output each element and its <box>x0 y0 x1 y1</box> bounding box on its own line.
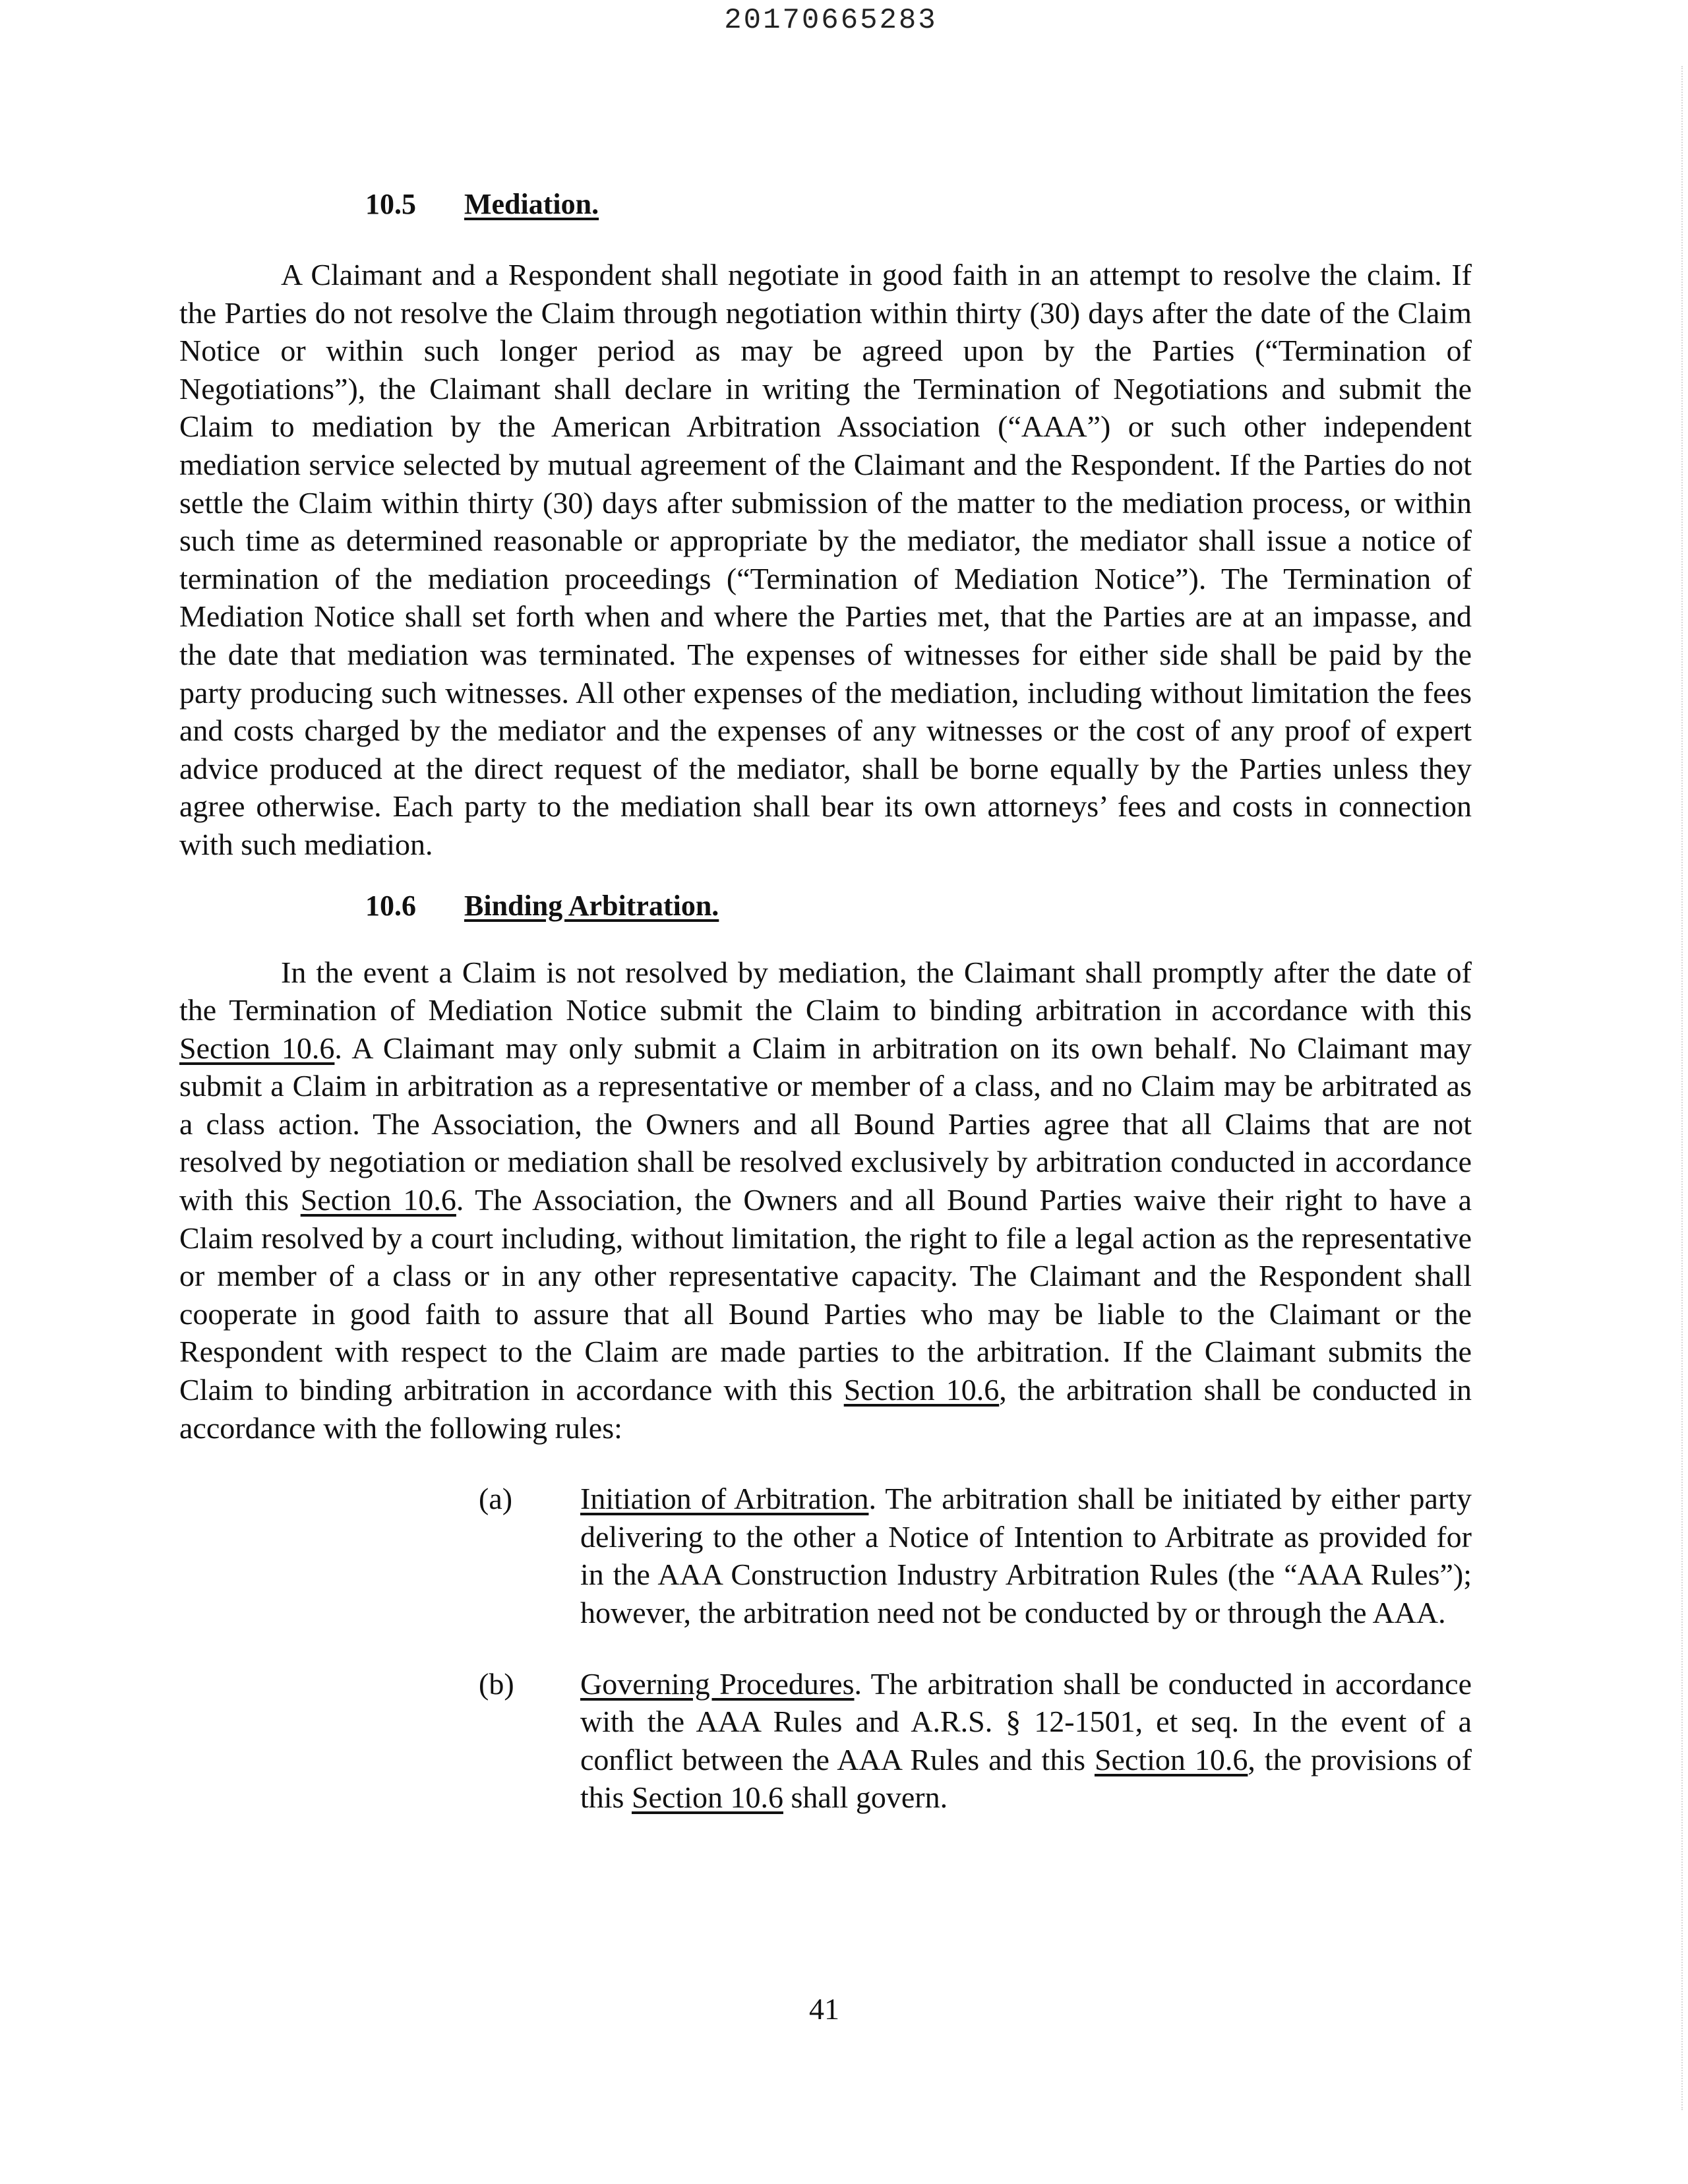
section-title: Binding Arbitration. <box>464 889 719 922</box>
page-number: 41 <box>809 1992 839 2026</box>
section-number: 10.5 <box>365 188 416 220</box>
item-text: . The arbitration shall be initiated by either party delivering to the other a Notice of Intention to Arbitrate as provided for in the AAA Construction Industry Arbitration Rules (the “AAA Rules”); however, the arbitration need not be conducted by or through the AAA. <box>580 1482 1472 1629</box>
paragraph-text: , the arbitration shall be conducted in accordance with the following rules: <box>179 1373 1472 1445</box>
item-label: (b) <box>479 1666 514 1701</box>
item-title: Initiation of Arbitration <box>580 1482 869 1516</box>
item-text: . The arbitration shall be conducted in accordance with the AAA Rules and A.R.S. § 12-1501, et seq. In the event of a conflict between the AAA Rules and this <box>580 1666 1472 1776</box>
section-heading-arbitration <box>179 880 1472 932</box>
page-content <box>179 178 1472 1817</box>
item-label: (a) <box>479 1482 513 1516</box>
document-number: 20170665283 <box>724 4 938 37</box>
mediation-paragraph: A Claimant and a Respondent shall negotiate in good faith in an attempt to resolve the claim. If the Parties do not resolve the Claim through negotiation within thirty (30) days after the date of the Claim Notice or within such longer period as may be agreed upon by the Parties (“Termination of Negotiations”), the Claimant shall declare in writing the Termination of Negotiations and submit the Claim to mediation by the American Arbitration Association (“AAA”) or such other independent mediation service selected by mutual agreement of the Claimant and the Respondent. If the Parties do not settle the Claim within thirty (30) days after submission of the matter to the mediation process, or within such time as determined reasonable or appropriate by the mediator, the mediator shall issue a notice of termination of the mediation proceedings (“Termination of Mediation Notice”). The Termination of Mediation Notice shall set forth when and where the Parties met, that the Parties are at an impasse, and the date that mediation was terminated. The expenses of witnesses for either side shall be paid by the party producing such witnesses. All other expenses of the mediation, including without limitation the fees and costs charged by the mediator and the expenses of any witnesses or the cost of any proof of expert advice produced at the direct request of the mediator, shall be borne equally by the Parties unless they agree otherwise. Each party to the mediation shall bear its own attorneys’ fees and costs in connection with such mediation. <box>179 258 1472 861</box>
section-reference: Section 10.6 <box>179 1031 335 1065</box>
item-title: Governing Procedures <box>580 1666 855 1701</box>
section-reference: Section 10.6 <box>843 1373 1000 1407</box>
section-reference: Section 10.6 <box>1094 1742 1248 1776</box>
section-heading-mediation <box>179 178 1472 231</box>
item-text: , the provisions of this <box>580 1742 1472 1815</box>
scan-edge-marks <box>1679 66 1683 2110</box>
arbitration-paragraph <box>179 954 1472 1447</box>
section-number: 10.6 <box>365 889 416 922</box>
paragraph-text: In the event a Claim is not resolved by mediation, the Claimant shall promptly after the date of the Termination of Mediation Notice submit the Claim to binding arbitration in accordance with this <box>179 955 1472 1027</box>
paragraph-text: . A Claimant may only submit a Claim in arbitration on its own behalf. No Claimant may submit a Claim in arbitration as a representative or member of a class, and no Claim may be arbitrated as a class action. The Association, the Owners and all Bound Parties agree that all Claims that are not resolved by negotiation or mediation shall be resolved exclusively by arbitration conducted in accordance with this <box>179 1031 1472 1217</box>
rule-item-b <box>479 1665 1472 1817</box>
section-reference: Section 10.6 <box>300 1183 456 1217</box>
rule-item-a <box>479 1480 1472 1631</box>
section-reference: Section 10.6 <box>631 1780 783 1815</box>
paragraph-text: . The Association, the Owners and all Bound Parties waive their right to have a Claim resolved by a court including, without limitation, the right to file a legal action as the representative or member of a class or in any other representative capacity. The Claimant and the Respondent shall cooperate in good faith to assure that all Bound Parties who may be liable to the Claimant or the Respondent with respect to the Claim are made parties to the arbitration. If the Claimant submits the Claim to binding arbitration in accordance with this <box>179 1183 1472 1407</box>
section-title: Mediation. <box>464 188 599 220</box>
item-text: shall govern. <box>783 1780 948 1815</box>
